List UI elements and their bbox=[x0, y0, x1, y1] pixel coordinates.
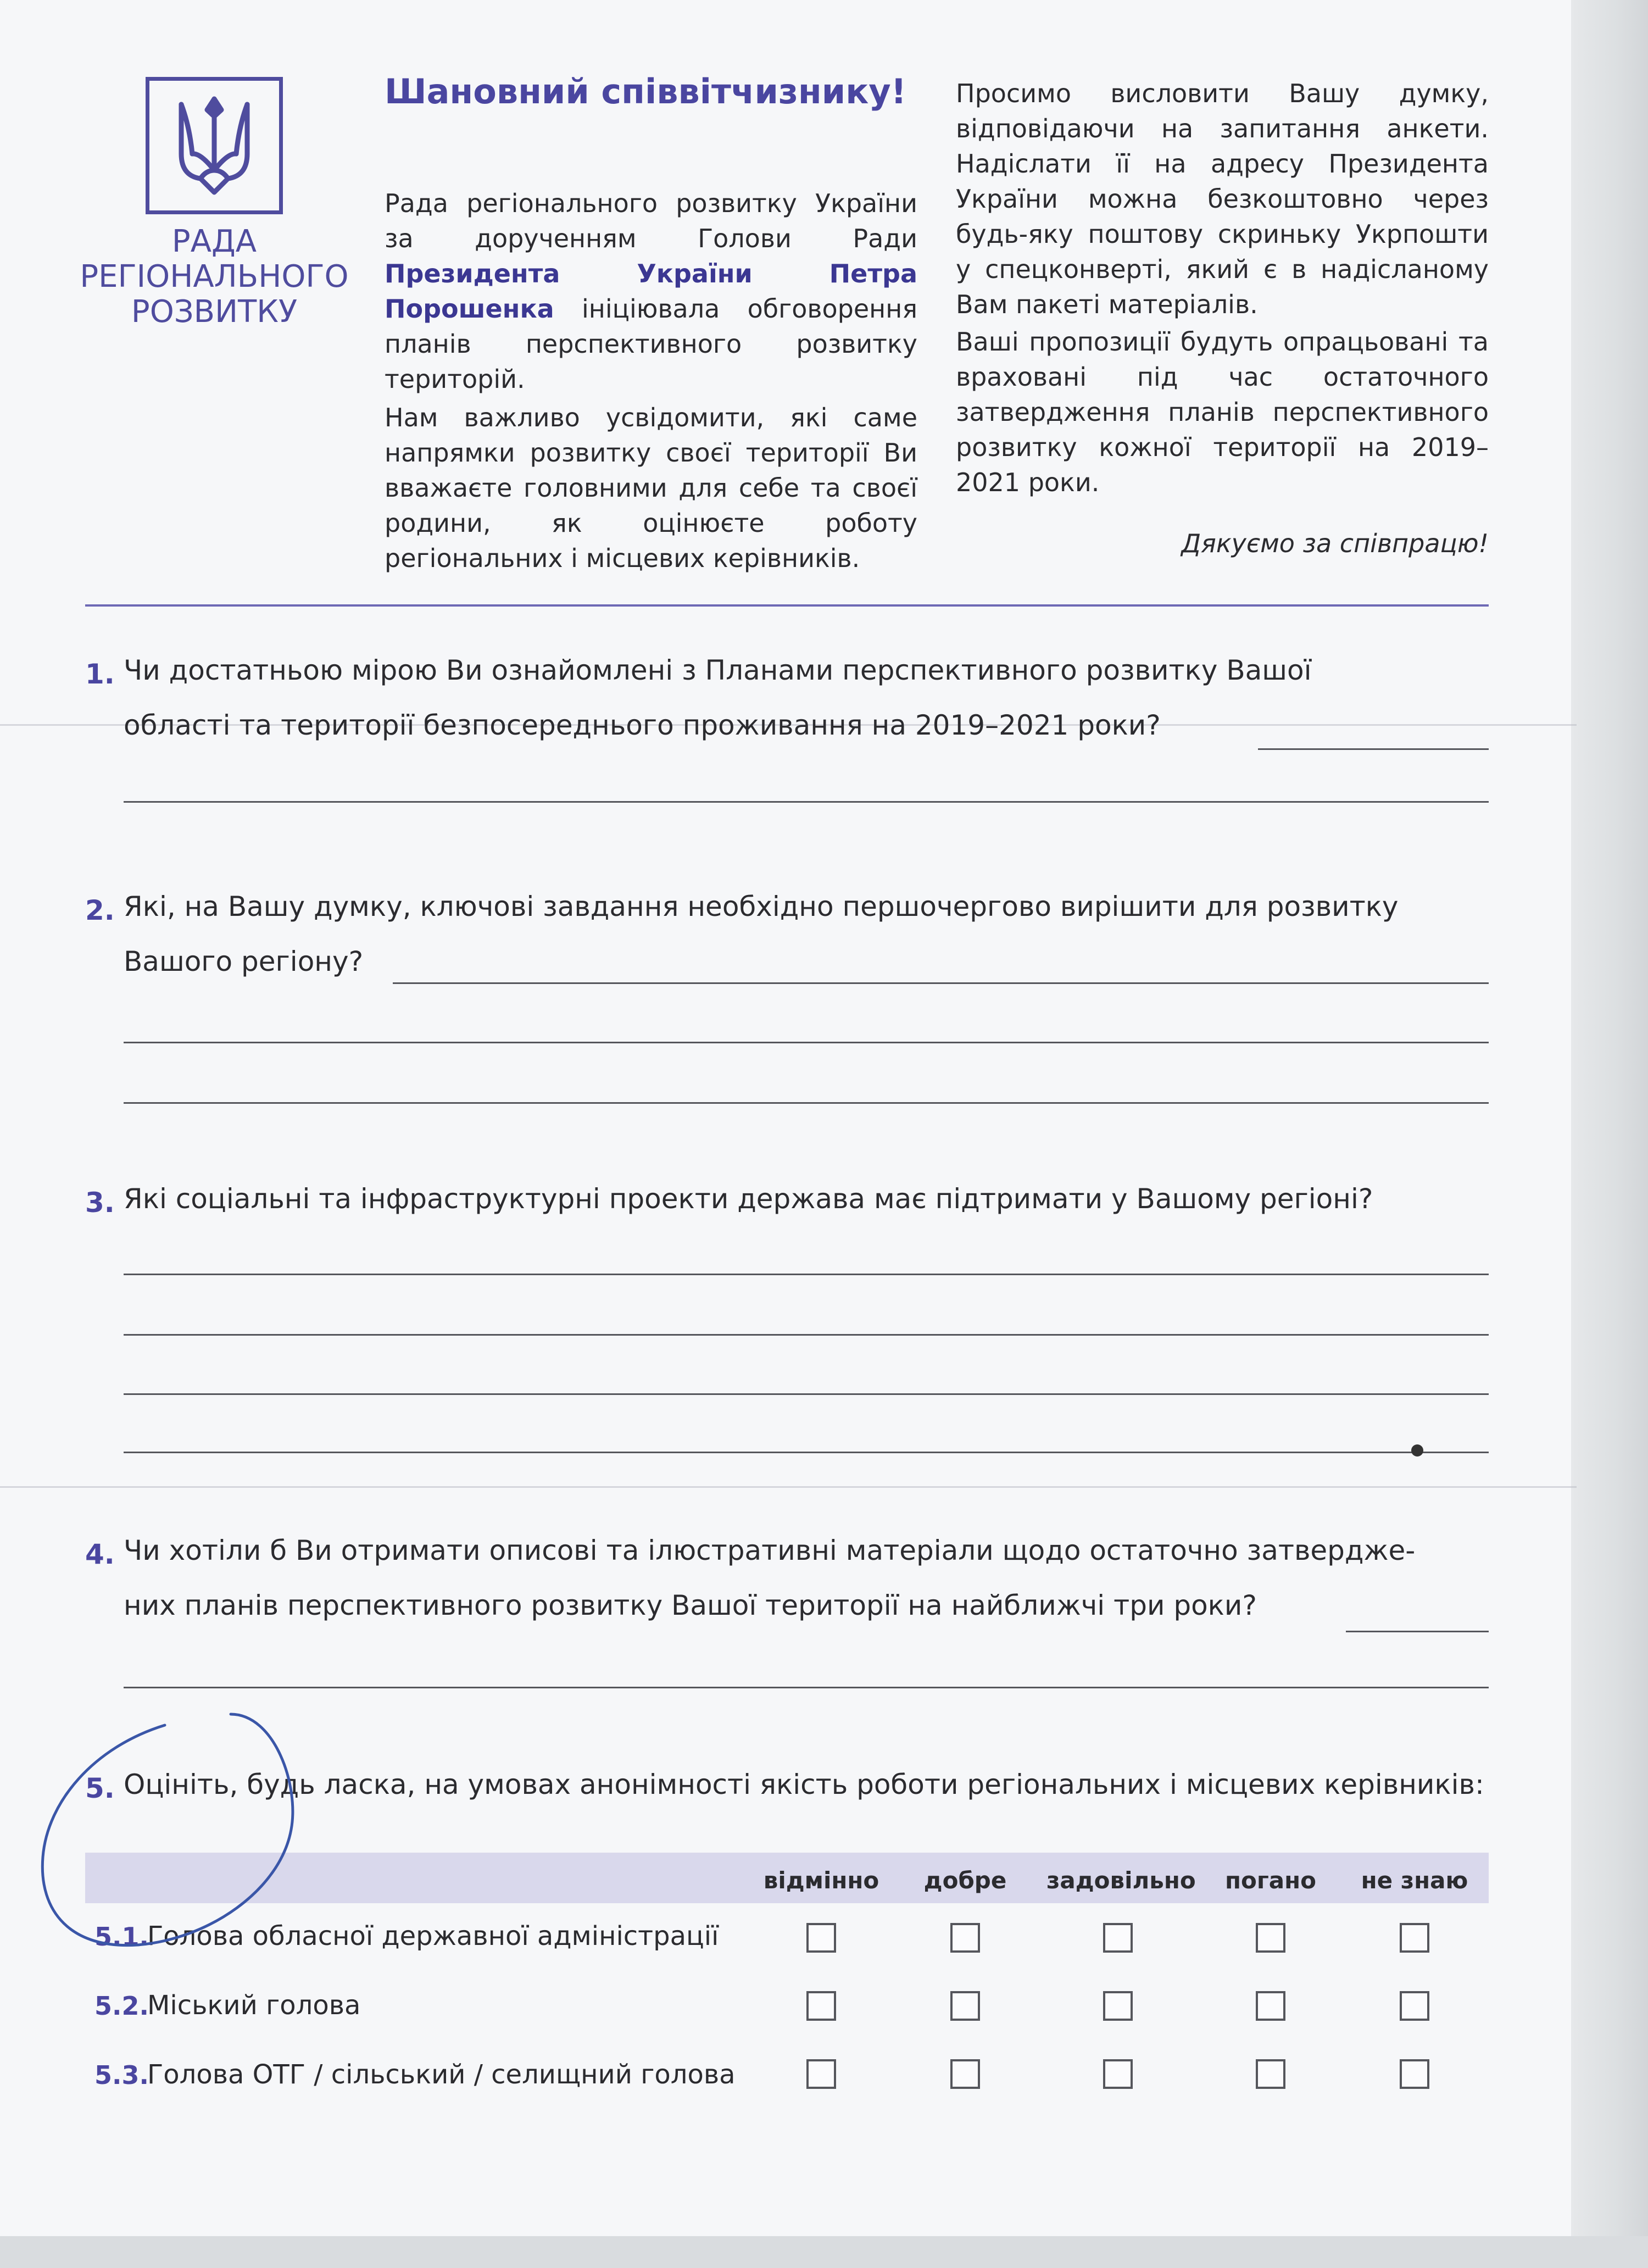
answer-line[interactable] bbox=[124, 1334, 1489, 1336]
answer-line[interactable] bbox=[124, 1102, 1489, 1104]
column-header-satisfactory: задовільно bbox=[1046, 1867, 1196, 1894]
answer-line[interactable] bbox=[124, 801, 1489, 803]
checkbox-5-3-dont-know[interactable] bbox=[1400, 2059, 1429, 2089]
checkbox-5-2-satisfactory[interactable] bbox=[1103, 1991, 1133, 2021]
answer-line[interactable] bbox=[124, 1042, 1489, 1043]
checkbox-5-3-good[interactable] bbox=[950, 2059, 980, 2089]
checkbox-5-1-poor[interactable] bbox=[1256, 1923, 1285, 1953]
checkbox-5-1-excellent[interactable] bbox=[806, 1923, 836, 1953]
row-label-regional-head: Голова обласної державної адміністрації bbox=[147, 1921, 719, 1952]
checkbox-5-3-satisfactory[interactable] bbox=[1103, 2059, 1133, 2089]
org-name: РАДА РЕГІОНАЛЬНОГО РОЗВИТКУ bbox=[80, 224, 349, 330]
instructions-text bbox=[956, 76, 1489, 502]
row-label-community-head: Голова ОТГ / сільський / селищний голова bbox=[147, 2059, 736, 2090]
column-header-excellent: відмінно bbox=[763, 1867, 879, 1894]
checkbox-5-2-dont-know[interactable] bbox=[1400, 1991, 1429, 2021]
checkbox-5-2-good[interactable] bbox=[950, 1991, 980, 2021]
trident-icon bbox=[168, 88, 261, 203]
question-5-text: Оцініть, будь ласка, на умовах анонімності якість роботи регіональних і місцевих керівників: bbox=[124, 1769, 1484, 1800]
column-header-dont-know: не знаю bbox=[1361, 1867, 1468, 1894]
row-number: 5.3. bbox=[94, 2060, 149, 2090]
question-3-text: Які соціальні та інфраструктурні проекти держава має підтримати у Вашому регіоні? bbox=[124, 1183, 1373, 1215]
answer-line[interactable] bbox=[393, 982, 1489, 984]
intro-paragraph-2: Нам важливо усвідомити, які саме напрямки розвитку своєї території Ви вважаєте головними для себе та своєї родини, як оцінюєте роботу регіональних і місцевих керівників. bbox=[385, 403, 917, 573]
question-number: 4. bbox=[85, 1538, 115, 1570]
page-edge bbox=[1571, 0, 1648, 2268]
thanks-note: Дякуємо за співпрацю! bbox=[1181, 529, 1489, 558]
instructions-paragraph-1: Просимо висловити Вашу думку, відповідаючи на запитання анкети. Надіслати її на адресу Президента України можна безкоштовно через будь-яку поштову скриньку Укрпошти у спецконверті, який є в надісланому Вам пакеті матеріалів. bbox=[956, 79, 1489, 319]
answer-line[interactable] bbox=[124, 1452, 1489, 1453]
column-header-poor: погано bbox=[1224, 1867, 1317, 1894]
question-number: 3. bbox=[85, 1187, 115, 1219]
answer-line[interactable] bbox=[124, 1687, 1489, 1688]
checkbox-5-2-excellent[interactable] bbox=[806, 1991, 836, 2021]
question-number: 5. bbox=[85, 1772, 115, 1804]
greeting-title: Шановний співвітчизнику! bbox=[385, 71, 906, 112]
question-number: 1. bbox=[85, 658, 115, 690]
answer-line[interactable] bbox=[124, 1393, 1489, 1395]
checkbox-5-3-excellent[interactable] bbox=[806, 2059, 836, 2089]
answer-line[interactable] bbox=[124, 1274, 1489, 1275]
answer-line[interactable] bbox=[1346, 1631, 1489, 1632]
checkbox-5-1-good[interactable] bbox=[950, 1923, 980, 1953]
question-1-text: Чи достатньою мірою Ви ознайомлені з Планами перспективного розвитку Вашої області та території безпосереднього проживання на 2019–2021 роки? bbox=[124, 654, 1312, 741]
row-label-mayor: Міський голова bbox=[147, 1990, 361, 2021]
question-2-text: Які, на Вашу думку, ключові завдання необхідно першочергово вирішити для розвитку Вашого регіону? bbox=[124, 891, 1399, 977]
question-4-text: Чи хотіли б Ви отримати описові та ілюстративні матеріали щодо остаточно затвердже- них планів перспективного розвитку Вашої території на найближчі три роки? bbox=[124, 1535, 1416, 1621]
header-divider bbox=[85, 604, 1489, 607]
intro-text bbox=[385, 186, 917, 579]
row-number: 5.1. bbox=[94, 1922, 149, 1952]
checkbox-5-2-poor[interactable] bbox=[1256, 1991, 1285, 2021]
president-name: Президента України Петра Порошенка bbox=[385, 259, 917, 324]
fold-crease bbox=[0, 1486, 1577, 1488]
checkbox-5-3-poor[interactable] bbox=[1256, 2059, 1285, 2089]
question-number: 2. bbox=[85, 894, 115, 926]
intro-paragraph-1: Рада регіонального розвитку України за дорученням Голови Ради Президента України Петра Порошенка ініціювала обговорення планів перспективного розвитку територій. bbox=[385, 188, 917, 394]
checkbox-5-1-dont-know[interactable] bbox=[1400, 1923, 1429, 1953]
trident-emblem bbox=[146, 77, 283, 214]
checkbox-5-1-satisfactory[interactable] bbox=[1103, 1923, 1133, 1953]
row-number: 5.2. bbox=[94, 1991, 149, 2021]
instructions-paragraph-2: Ваші пропозиції будуть опрацьовані та враховані під час остаточного затвердження планів перспективного розвитку кожної території на 2019–2021 роки. bbox=[956, 327, 1489, 497]
column-header-good: добре bbox=[923, 1867, 1007, 1894]
answer-line[interactable] bbox=[1258, 748, 1489, 750]
page-bottom-edge bbox=[0, 2236, 1648, 2268]
